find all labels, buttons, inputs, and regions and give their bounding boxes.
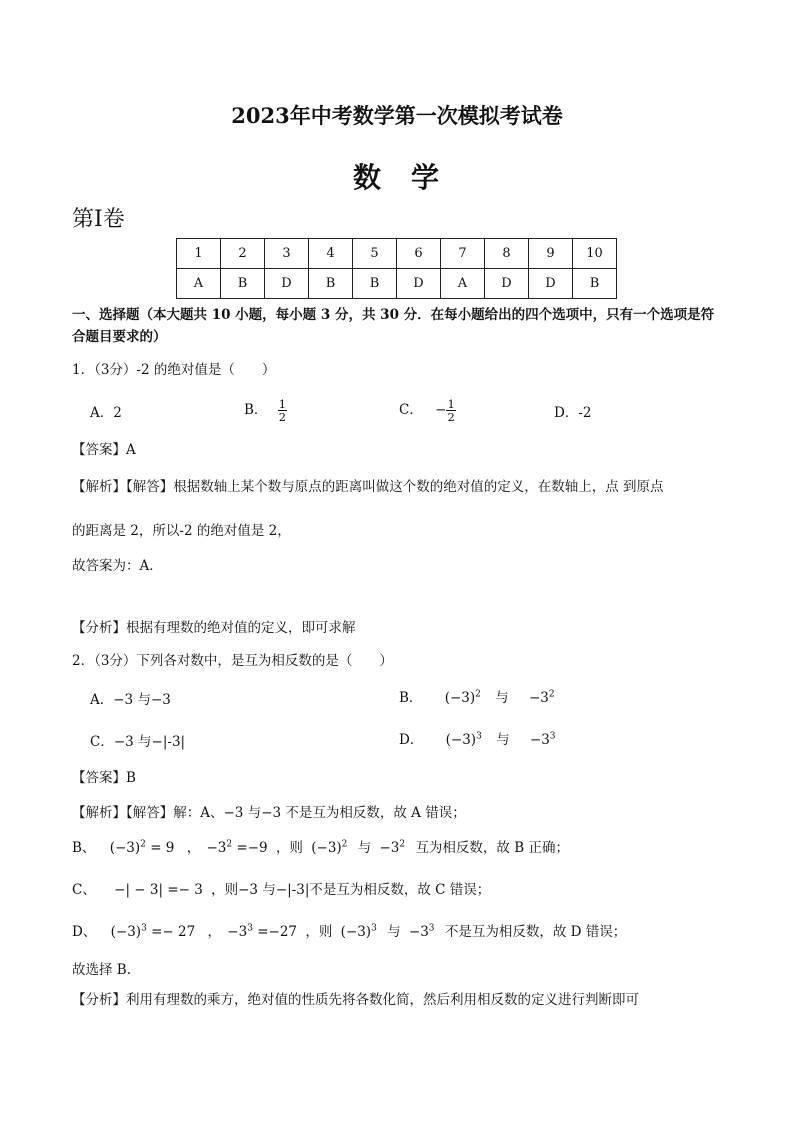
table-cell: 7 [441,239,485,269]
q2-analysis-d: D、 $(-3)^3 =- 27$ ， $-3^3 =-27$ ，则 $(-3)^3$ 与 $-3^3$ 不是互为相反数，故 D 错误； [72,923,627,940]
q1-analysis-line2: 的距离是 2，所以-2 的绝对值是 2， [72,523,291,539]
table-cell: D [397,269,441,299]
section-desc-line2: 合题目要求的） [72,329,167,345]
answer-table [176,238,617,299]
answer-table-answers-row [177,269,617,299]
q1-analysis-line1: 【解析】【解答】根据数轴上某个数与原点的距离叫做这个数的绝对值的定义，在数轴上，点 到原点 [72,479,664,495]
q2-analysis-a: 【解析】【解答】解：A、−3 与−3 不是互为相反数，故 A 错误； [72,805,466,821]
q1-option-a: A．2 [90,405,122,421]
q2-analysis-b: B、 $(-3)^2 = 9$ ， $-3^2 =-9$ ，则 $(-3)^2$ 与 $-3^2$ 互为相反数，故 B 正确； [72,839,569,856]
part-label: 第Ⅰ卷 [72,207,125,232]
table-cell: D [265,269,309,299]
table-cell: B [221,269,265,299]
section-heading: 一、选择题（本大题共 10 小题，每小题 3 分，共 30 分．在每小题给出的四个选项中，只有一个选项是符 [72,307,715,323]
answer-table-numbers-row [177,239,617,269]
table-cell: 4 [309,239,353,269]
table-cell: B [573,269,617,299]
table-cell: 8 [485,239,529,269]
table-cell: 9 [529,239,573,269]
table-cell: B [353,269,397,299]
document-title: 2023年中考数学第一次模拟考试卷 [231,103,563,128]
table-cell: 5 [353,239,397,269]
table-cell: B [309,269,353,299]
table-cell: 3 [265,239,309,269]
q1-option-b: B． $\frac{1}{2}$ [244,397,287,424]
table-cell: A [441,269,485,299]
q1-option-c: C． − $\frac{1}{2}$ [399,397,455,424]
q1-stem: 1．（3分）-2 的绝对值是（ ） [72,362,276,378]
q2-analysis-c: C、 −| − 3| =− 3 ，则−3 与−|-3|不是互为相反数，故 C 错误； [72,882,491,898]
table-cell: D [485,269,529,299]
q1-option-d: D．-2 [554,405,592,421]
table-cell: 2 [221,239,265,269]
q2-stem: 2．（3分）下列各对数中，是互为相反数的是（ ） [72,653,393,669]
q2-conclusion: 故选择 B. [72,962,132,978]
q2-option-d: D． $(-3)^3$ 与 $-3^3$ [399,731,556,748]
table-cell: 1 [177,239,221,269]
q1-fenxi: 【分析】根据有理数的绝对值的定义，即可求解 [72,620,356,636]
q2-option-b: B． $(-3)^2$ 与 $-3^2$ [399,689,555,706]
q1-answer: 【答案】A [72,442,136,458]
table-cell: A [177,269,221,299]
q1-analysis-line3: 故答案为：A． [72,558,163,574]
q2-option-a: A．−3 与−3 [90,692,171,708]
q2-option-c: C．−3 与−|-3| [90,734,186,750]
table-cell: D [529,269,573,299]
q2-fenxi: 【分析】利用有理数的乘方，绝对值的性质先将各数化简，然后利用相反数的定义进行判断即可 [72,992,639,1008]
q2-answer: 【答案】B [72,770,136,786]
subject-title: 数 学 [352,161,442,194]
table-cell: 6 [397,239,441,269]
table-cell: 10 [573,239,617,269]
